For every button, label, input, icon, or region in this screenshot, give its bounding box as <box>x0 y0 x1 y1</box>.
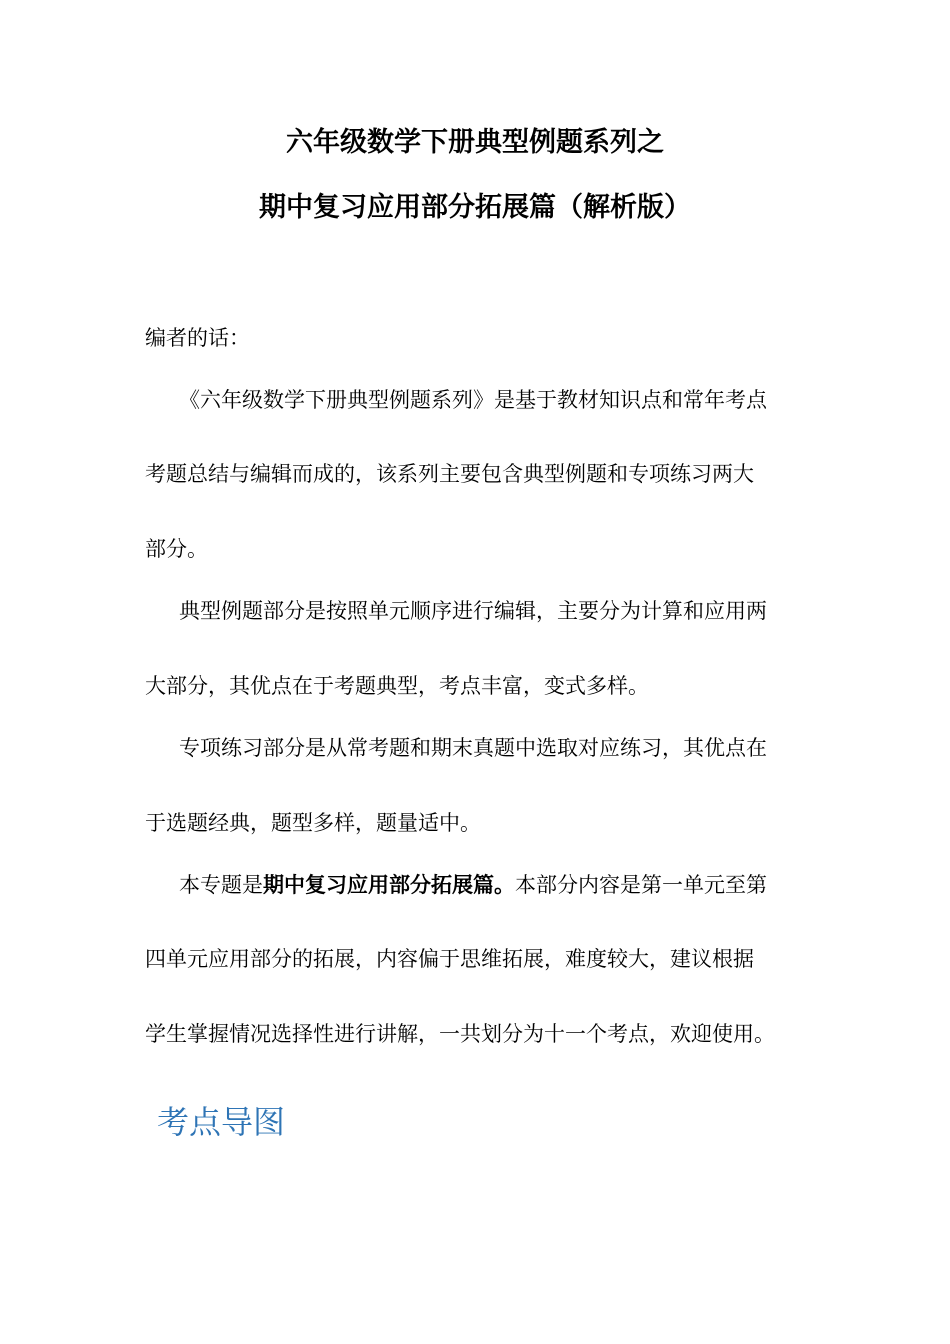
paragraph-4-prefix: 本专题是 <box>179 873 263 897</box>
paragraph-3-line-1: 专项练习部分是从常考题和期末真题中选取对应练习，其优点在 <box>179 736 767 760</box>
paragraph-3-line-2: 于选题经典，题型多样，题量适中。 <box>145 811 481 835</box>
paragraph-2-line-2: 大部分，其优点在于考题典型，考点丰富，变式多样。 <box>145 674 649 698</box>
paragraph-4-suffix: 本部分内容是第一单元至第 <box>515 873 767 897</box>
paragraph-4-line-2: 四单元应用部分的拓展，内容偏于思维拓展，难度较大，建议根据 <box>145 947 754 971</box>
document-title-line-1: 六年级数学下册典型例题系列之 <box>286 127 664 158</box>
section-heading-mind-map: 考点导图 <box>157 1103 286 1141</box>
paragraph-4-line-1 <box>179 871 767 899</box>
paragraph-1-line-3: 部分。 <box>145 537 208 561</box>
paragraph-2-line-1: 典型例题部分是按照单元顺序进行编辑，主要分为计算和应用两 <box>179 599 767 623</box>
editor-note-label: 编者的话： <box>145 326 250 350</box>
paragraph-1-line-1: 《六年级数学下册典型例题系列》是基于教材知识点和常年考点 <box>179 388 767 412</box>
document-title-line-2: 期中复习应用部分拓展篇（解析版） <box>259 192 691 223</box>
paragraph-1-line-2: 考题总结与编辑而成的，该系列主要包含典型例题和专项练习两大 <box>145 462 754 486</box>
paragraph-4-topic-bold: 期中复习应用部分拓展篇。 <box>263 873 515 897</box>
paragraph-4-line-3: 学生掌握情况选择性进行讲解，一共划分为十一个考点，欢迎使用。 <box>145 1022 775 1046</box>
